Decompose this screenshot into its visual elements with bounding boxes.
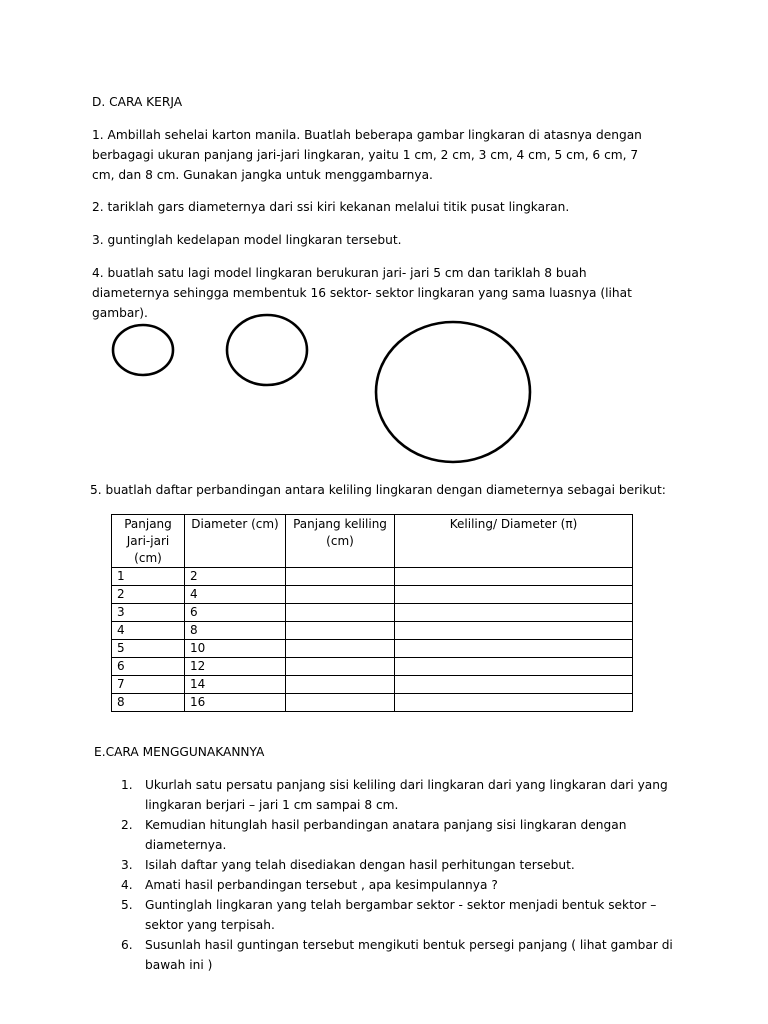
header-circumference: Panjang keliling (cm) [286,515,395,568]
table-cell: 6 [185,604,286,622]
table-cell [395,568,633,586]
table-cell [395,622,633,640]
table-cell: 5 [112,640,185,658]
list-item-text: Amati hasil perbandingan tersebut , apa kesimpulannya ? [145,878,498,892]
header-radius: Panjang Jari-jari (cm) [112,515,185,568]
table-row [112,676,633,694]
table-cell: 3 [112,604,185,622]
list-item [121,855,681,875]
list-item-number: 1. [121,778,133,792]
list-item-text: Guntinglah lingkaran yang telah bergambar sektor - sektor menjadi bentuk sektor –sektor yang terpisah. [145,898,657,932]
table-cell: 6 [112,658,185,676]
table-cell [395,676,633,694]
ratio-table [111,514,633,712]
table-cell: 1 [112,568,185,586]
table-row [112,586,633,604]
table-cell [286,640,395,658]
list-item-number: 2. [121,818,133,832]
table-cell: 4 [112,622,185,640]
medium-circle [227,315,307,385]
table-row [112,658,633,676]
table-row [112,640,633,658]
table-row [112,694,633,712]
list-item-text: Susunlah hasil guntingan tersebut mengikuti bentuk persegi panjang ( lihat gambar di bawah ini ) [145,938,673,972]
step-3: 3. guntinglah kedelapan model lingkaran tersebut. [92,233,402,247]
table-cell: 2 [185,568,286,586]
list-item-number: 6. [121,938,133,952]
list-item-text: Ukurlah satu persatu panjang sisi keliling dari lingkaran dari yang lingkaran dari yang lingkaran berjari – jari 1 cm sampai 8 cm. [145,778,668,812]
table-cell [395,694,633,712]
step-1: 1. Ambillah sehelai karton manila. Buatlah beberapa gambar lingkaran di atasnya dengan berbagagi ukuran panjang jari-jari lingkaran, yaitu 1 cm, 2 cm, 3 cm, 4 cm, 5 cm, 6 cm, 7 cm, dan 8 cm. Gunakan jangka untuk menggambarnya. [92,128,642,182]
list-item-number: 3. [121,858,133,872]
table-cell [286,694,395,712]
table-cell [395,640,633,658]
list-item-text: Kemudian hitunglah hasil perbandingan anatara panjang sisi lingkaran dengan diameternya. [145,818,627,852]
table-cell [286,568,395,586]
table-cell [286,604,395,622]
step-2: 2. tariklah gars diameternya dari ssi kiri kekanan melalui titik pusat lingkaran. [92,200,570,214]
list-item [121,895,681,935]
header-diameter: Diameter (cm) [185,515,286,568]
large-circle [376,322,530,462]
usage-list [121,775,681,975]
section-e-title: E.CARA MENGGUNAKANNYA [94,745,265,759]
circle-illustration [0,305,768,475]
step-5: 5. buatlah daftar perbandingan antara keliling lingkaran dengan diameternya sebagai berikut: [90,483,666,497]
table-cell: 14 [185,676,286,694]
table-cell [395,604,633,622]
table-cell: 8 [185,622,286,640]
table-cell [286,622,395,640]
list-item-number: 4. [121,878,133,892]
table-cell: 4 [185,586,286,604]
table-cell [286,586,395,604]
header-ratio: Keliling/ Diameter (π) [395,515,633,568]
table-cell: 7 [112,676,185,694]
table-cell: 8 [112,694,185,712]
table-cell: 10 [185,640,286,658]
table-row [112,622,633,640]
table-cell [395,658,633,676]
table-header-row [112,515,633,568]
table-row [112,604,633,622]
table-cell: 2 [112,586,185,604]
step-4: 4. buatlah satu lagi model lingkaran berukuran jari- jari 5 cm dan tariklah 8 buah diameternya sehingga membentuk 16 sektor- sektor lingkaran yang sama luasnya (lihat gambar). [92,266,632,320]
list-item [121,935,681,975]
list-item [121,775,681,815]
table-cell: 16 [185,694,286,712]
section-d-title: D. CARA KERJA [92,95,183,109]
list-item-number: 5. [121,898,133,912]
list-item-text: Isilah daftar yang telah disediakan dengan hasil perhitungan tersebut. [145,858,575,872]
small-circle [113,325,173,375]
list-item [121,875,681,895]
table-cell [286,676,395,694]
table-cell [395,586,633,604]
list-item [121,815,681,855]
table-cell: 12 [185,658,286,676]
table-row [112,568,633,586]
table-cell [286,658,395,676]
